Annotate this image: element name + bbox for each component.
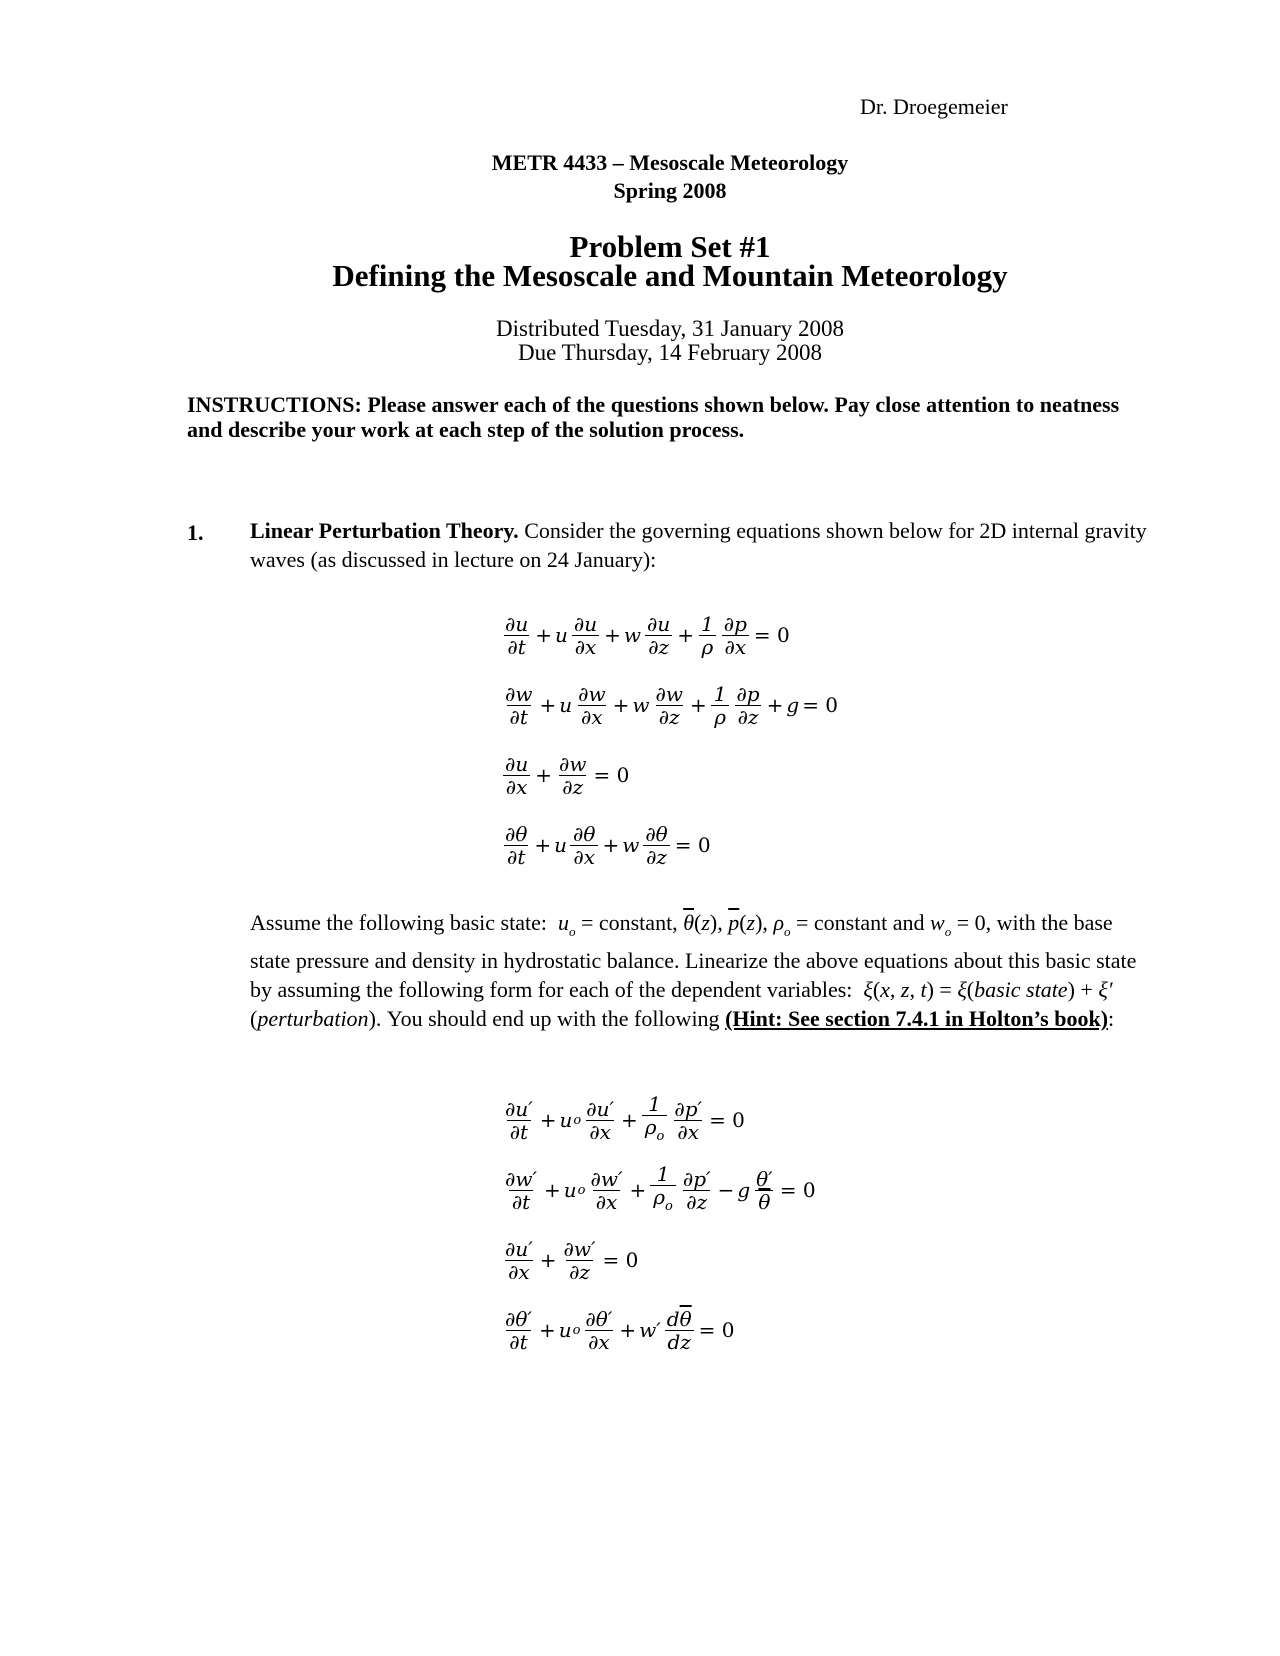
question-heading: Linear Perturbation Theory. — [250, 518, 519, 543]
instructor-name: Dr. Droegemeier — [860, 94, 1008, 119]
end-text: . You should end up with the following — [375, 1006, 720, 1031]
linearized-equations — [500, 1085, 818, 1365]
linear-equation-thermodynamic: ∂θ′ ∂t + u o ∂θ′ ∂x + w′ $\frac{d\overline{\theta}}{dz}$ = 0 — [505, 1306, 735, 1354]
distributed-date: Distributed Tuesday, 31 January 2008 — [496, 316, 844, 341]
due-date: Due Thursday, 14 February 2008 — [517, 340, 823, 365]
equation-w-momentum: ∂w ∂t + u ∂w ∂x + w ∂w ∂z + $\frac{1}{\rho}$ ∂p ∂z + g = 0 — [505, 681, 839, 729]
hint-text: (Hint: See section 7.4.1 in Holton’s book) — [725, 1006, 1109, 1031]
equation-u-momentum: ∂u ∂t + u ∂u ∂x + w ∂u ∂z + $\frac{1}{\rho}$ $\frac{\partial p}{\partial x}$ = 0 — [505, 611, 790, 659]
basic-state-lead: Assume the following basic state: — [250, 910, 547, 935]
instructions: INSTRUCTIONS: Please answer each of the questions shown below. Pay close attention to neatness and describe your work at each step of the solution process. — [187, 392, 1120, 442]
course-title: METR 4433 – Mesoscale Meteorology — [491, 150, 849, 175]
linear-equation-u: ∂u′ ∂t + u o ∂u′ ∂x + $\frac{1}{\rho_o}$ $\frac{\partial p'}{\partial x}$ = 0 — [500, 1085, 818, 1155]
question-number: 1. — [187, 520, 204, 545]
equation-continuity: ∂u ∂x + $\frac{\partial w}{\partial z}$ = 0 — [500, 740, 840, 810]
linear-equation-w: ∂w′ ∂t + u o ∂w′ ∂x + $\frac{1}{\rho_o}$ ∂p′ ∂z − g $\frac{\theta'}{\theta}$ = 0 — [500, 1155, 818, 1225]
question-intro — [250, 516, 1150, 574]
governing-equations — [500, 600, 840, 880]
basic-state-text: with the base state pressure and density in hydrostatic balance. Linearize the above equations about this basic state by assuming the following form for each of the dependent variables: — [250, 910, 1137, 1002]
linear-equation-continuity: ∂u′ ∂x + $\frac{\partial w'}{\partial z}$ = 0 — [505, 1236, 639, 1284]
course-term: Spring 2008 — [613, 178, 727, 203]
basic-state-paragraph: Assume the following basic state: $u_o$ = constant, $\overline{\theta}(z)$, $\overline{p}(z)$, $\rho_o$ = constant and $w_o = 0$, with the base state pressure and density in hydrostatic balance. Linearize the above equations about this basic state by assuming the following form for each of the dependent variables: ξ(x, z, t) = ξ(basic state) + ξ′(perturbation). You should end up with the following (Hint: See section 7.4.1 in Holton’s book): — [250, 910, 1137, 1031]
equation-thermodynamic: ∂θ ∂t + u ∂θ ∂x + w $\frac{\partial\theta}{\partial z}$ = 0 — [505, 821, 711, 869]
problem-set-subtitle: Defining the Mesoscale and Mountain Meteorology — [332, 258, 1008, 293]
question-intro-text: Consider the governing equations shown below for 2D internal gravity waves (as discussed in lecture on 24 January): — [250, 518, 1147, 572]
problem-set-title: Problem Set #1 — [569, 229, 771, 264]
